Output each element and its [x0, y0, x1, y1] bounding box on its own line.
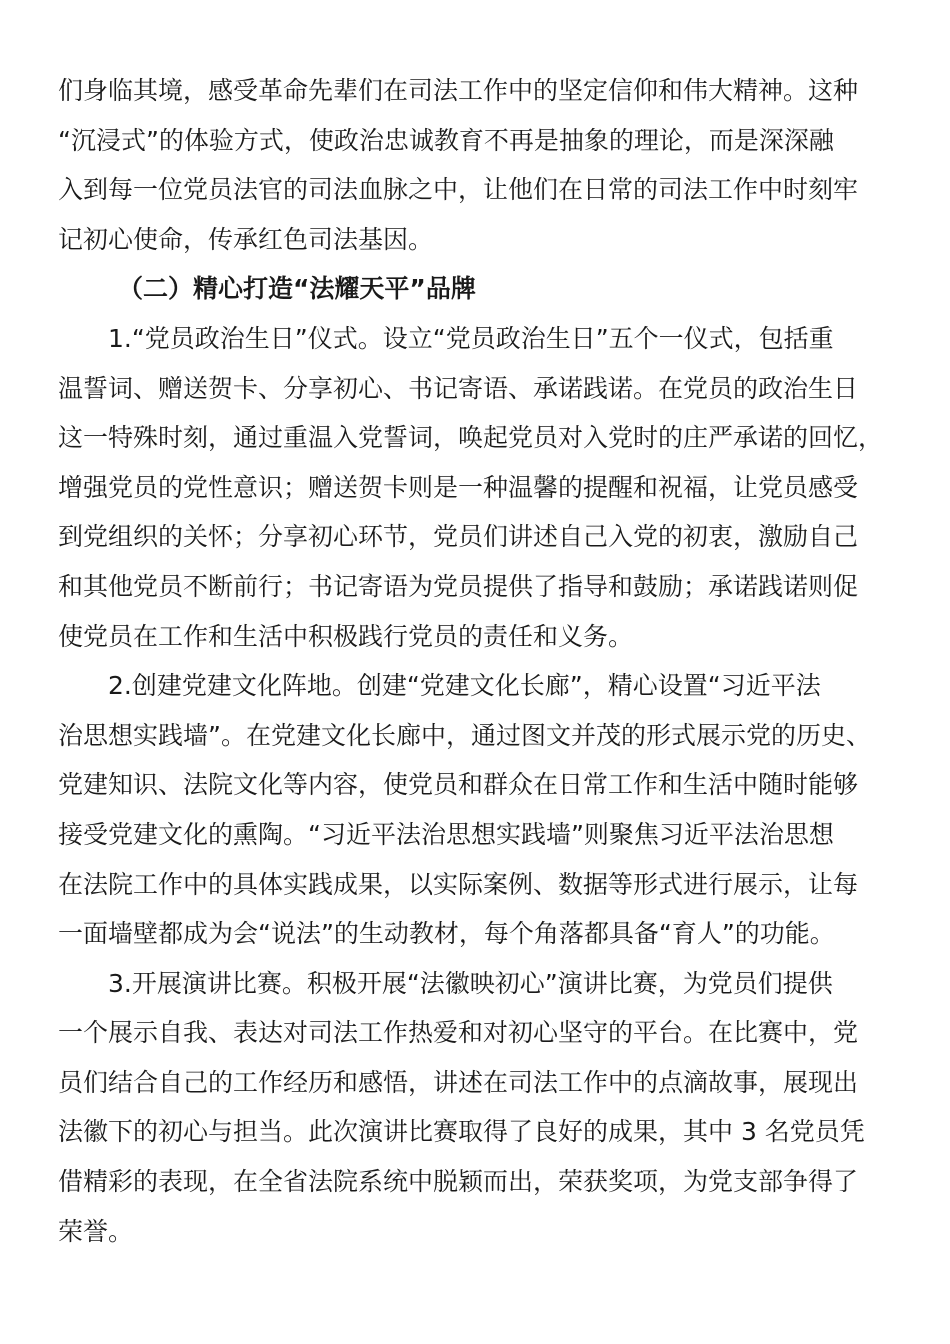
paragraph-line: 荣誉。: [58, 1216, 134, 1246]
paragraph-line: 使党员在工作和生活中积极践行党员的责任和义务。: [58, 621, 634, 651]
paragraph-line: 温誓词、赠送贺卡、分享初心、书记寄语、承诺践诺。在党员的政治生日: [58, 373, 859, 403]
paragraph-line: 借精彩的表现，在全省法院系统中脱颖而出，荣获奖项，为党支部争得了: [58, 1167, 859, 1197]
paragraph-line: 增强党员的党性意识；赠送贺卡则是一种温馨的提醒和祝福，让党员感受: [58, 472, 859, 502]
paragraph-line: 党建知识、法院文化等内容，使党员和群众在日常工作和生活中随时能够: [58, 770, 859, 800]
paragraph-line: 员们结合自己的工作经历和感悟，讲述在司法工作中的点滴故事，展现出: [58, 1067, 859, 1097]
document-page: [58, 66, 892, 1256]
paragraph-line: 们身临其境，感受革命先辈们在司法工作中的坚定信仰和伟大精神。这种: [58, 76, 859, 105]
paragraph-line: 法徽下的初心与担当。此次演讲比赛取得了良好的成果，其中 3 名党员凭: [58, 1117, 865, 1147]
paragraph-line: 和其他党员不断前行；书记寄语为党员提供了指导和鼓励；承诺践诺则促: [58, 571, 859, 601]
paragraph-line: 在法院工作中的具体实践成果，以实际案例、数据等形式进行展示，让每: [58, 869, 859, 899]
paragraph-line: 入到每一位党员法官的司法血脉之中，让他们在日常的司法工作中时刻牢: [58, 175, 859, 205]
paragraph-line: “沉浸式”的体验方式，使政治忠诚教育不再是抽象的理论，而是深深融: [58, 125, 834, 155]
section-heading: （二）精心打造“法耀天平”品牌: [118, 274, 476, 304]
paragraph-line: 3.开展演讲比赛。积极开展“法徽映初心”演讲比赛，为党员们提供: [108, 968, 833, 998]
paragraph-line: 2.创建党建文化阵地。创建“党建文化长廊”，精心设置“习近平法: [108, 671, 821, 701]
paragraph-line: 1.“党员政治生日”仪式。设立“党员政治生日”五个一仪式，包括重: [108, 323, 834, 353]
paragraph-line: 到党组织的关怀；分享初心环节，党员们讲述自己入党的初衷，激励自己: [58, 522, 859, 552]
paragraph-line: 记初心使命，传承红色司法基因。: [58, 224, 434, 254]
paragraph-line: 治思想实践墙”。在党建文化长廊中，通过图文并茂的形式展示党的历史、: [58, 720, 871, 750]
paragraph-line: 这一特殊时刻，通过重温入党誓词，唤起党员对入党时的庄严承诺的回忆，: [58, 423, 884, 453]
paragraph-line: 一面墙壁都成为会“说法”的生动教材，每个角落都具备“育人”的功能。: [58, 919, 835, 949]
paragraph-line: 一个展示自我、表达对司法工作热爱和对初心坚守的平台。在比赛中，党: [58, 1018, 859, 1048]
paragraph-line: 接受党建文化的熏陶。“习近平法治思想实践墙”则聚焦习近平法治思想: [58, 819, 834, 849]
